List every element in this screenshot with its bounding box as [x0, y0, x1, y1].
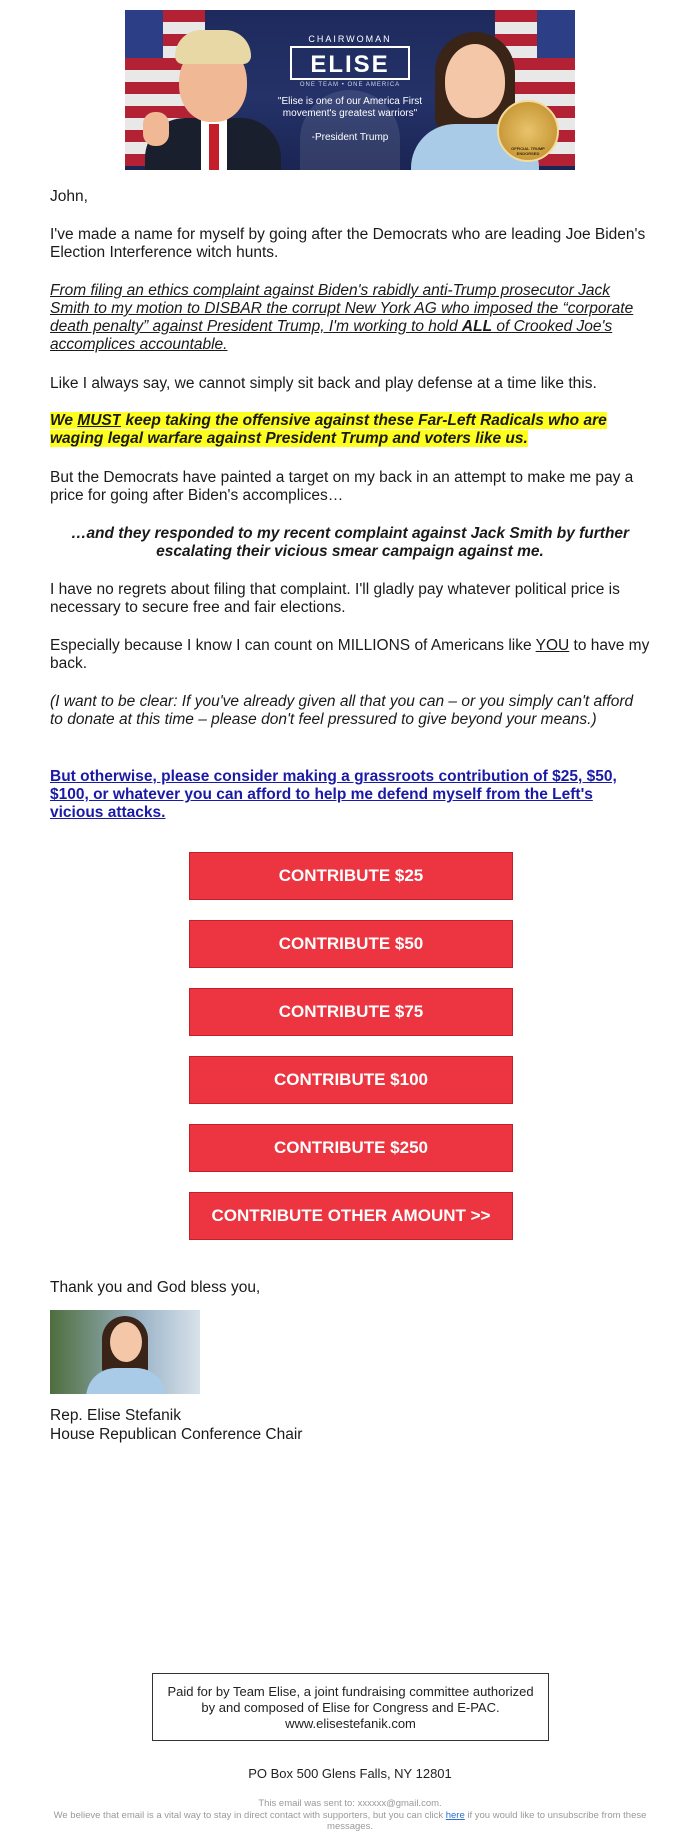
signature-title: House Republican Conference Chair — [50, 1426, 303, 1443]
paragraph-defense: Like I always say, we cannot simply sit back and play defense at a time like this. — [50, 375, 597, 392]
signature-name: Rep. Elise Stefanik — [50, 1407, 181, 1424]
paragraph-intro: I've made a name for myself by going after the Democrats who are leading Joe Biden's Election Interference witch hunts. — [50, 226, 646, 261]
logo-tagline: ONE TEAM • ONE AMERICA — [299, 82, 401, 88]
contribute-25-button[interactable]: CONTRIBUTE $25 — [189, 852, 513, 900]
unsubscribe-notice — [50, 1810, 650, 1832]
accomplishments-text: From filing an ethics complaint against Biden's rabidly anti-Trump prosecutor Jack Smith to my motion to DISBAR the corrupt New York AG who imposed the “corporate death penalty” against President Trump, I'm working to hold — [50, 282, 634, 335]
contribute-50-button[interactable]: CONTRIBUTE $50 — [189, 920, 513, 968]
elise-logo: ELISE — [290, 46, 410, 80]
paragraph-millions — [50, 637, 650, 673]
paid-for-text: Paid for by Team Elise, a joint fundraising committee authorized by and composed of Elise for Congress and E-PAC. www.elisestefanik.com — [167, 1684, 534, 1731]
unsubscribe-text-end: if you would like to unsubscribe from these messages. — [327, 1810, 647, 1832]
offensive-text: keep taking the offensive against these Far-Left Radicals who are waging legal warfare against President Trump and voters like us. — [50, 412, 607, 447]
signature-photo — [50, 1310, 200, 1394]
seal-text: OFFICIAL TRUMP ENDORSED — [511, 146, 545, 156]
paragraph-target: But the Democrats have painted a target on my back in an attempt to make me pay a price for going after Biden's accomplices… — [50, 469, 634, 504]
accomplishments-end: of Crooked Joe's accomplices accountable. — [50, 318, 613, 353]
paragraph-disclaimer: (I want to be clear: If you've already given all that you can – or you simply can't afford to donate at this time – please don't feel pressured to give beyond your means.) — [50, 693, 634, 728]
accomplishments-all: ALL — [461, 318, 493, 335]
paid-for-disclaimer-box — [152, 1673, 549, 1741]
paragraph-no-regrets: I have no regrets about filing that complaint. I'll gladly pay whatever political price is necessary to secure free and fair elections. — [50, 581, 620, 616]
contribution-link[interactable]: But otherwise, please consider making a grassroots contribution of $25, $50, $100, or whatever you can afford to help me defend myself from the Left's vicious attacks. — [50, 768, 617, 821]
offensive-must: MUST — [77, 412, 122, 429]
contribute-75-button[interactable]: CONTRIBUTE $75 — [189, 988, 513, 1036]
contribute-250-button[interactable]: CONTRIBUTE $250 — [189, 1124, 513, 1172]
millions-you: YOU — [535, 637, 570, 654]
closing-line: Thank you and God bless you, — [50, 1279, 261, 1296]
trump-endorsement-seal-icon — [497, 100, 559, 162]
paragraph-smear: …and they responded to my recent complaint against Jack Smith by further escalating their vicious smear campaign against me. — [70, 525, 630, 560]
sent-to-notice: This email was sent to: xxxxxx@gmail.com. — [258, 1798, 442, 1809]
header-banner — [125, 10, 575, 170]
offensive-we: We — [50, 412, 78, 429]
millions-end: to have my back. — [50, 637, 650, 672]
unsubscribe-text: We believe that email is a vital way to stay in direct contact with supporters, but you can click — [53, 1810, 446, 1821]
unsubscribe-link[interactable]: here — [445, 1810, 465, 1821]
contribute-other-amount-button[interactable]: CONTRIBUTE OTHER AMOUNT >> — [189, 1192, 513, 1240]
banner-quote: "Elise is one of our America First movement's greatest warriors" — [277, 96, 423, 119]
mailing-address: PO Box 500 Glens Falls, NY 12801 — [248, 1766, 452, 1781]
chairwoman-label: CHAIRWOMAN — [308, 34, 392, 44]
greeting: John, — [50, 188, 88, 205]
millions-text: Especially because I know I can count on MILLIONS of Americans like — [50, 637, 536, 654]
paragraph-offensive — [50, 412, 650, 448]
banner-attribution: -President Trump — [311, 132, 389, 143]
paragraph-accomplishments — [50, 282, 650, 354]
contribute-100-button[interactable]: CONTRIBUTE $100 — [189, 1056, 513, 1104]
trump-photo — [133, 20, 283, 170]
